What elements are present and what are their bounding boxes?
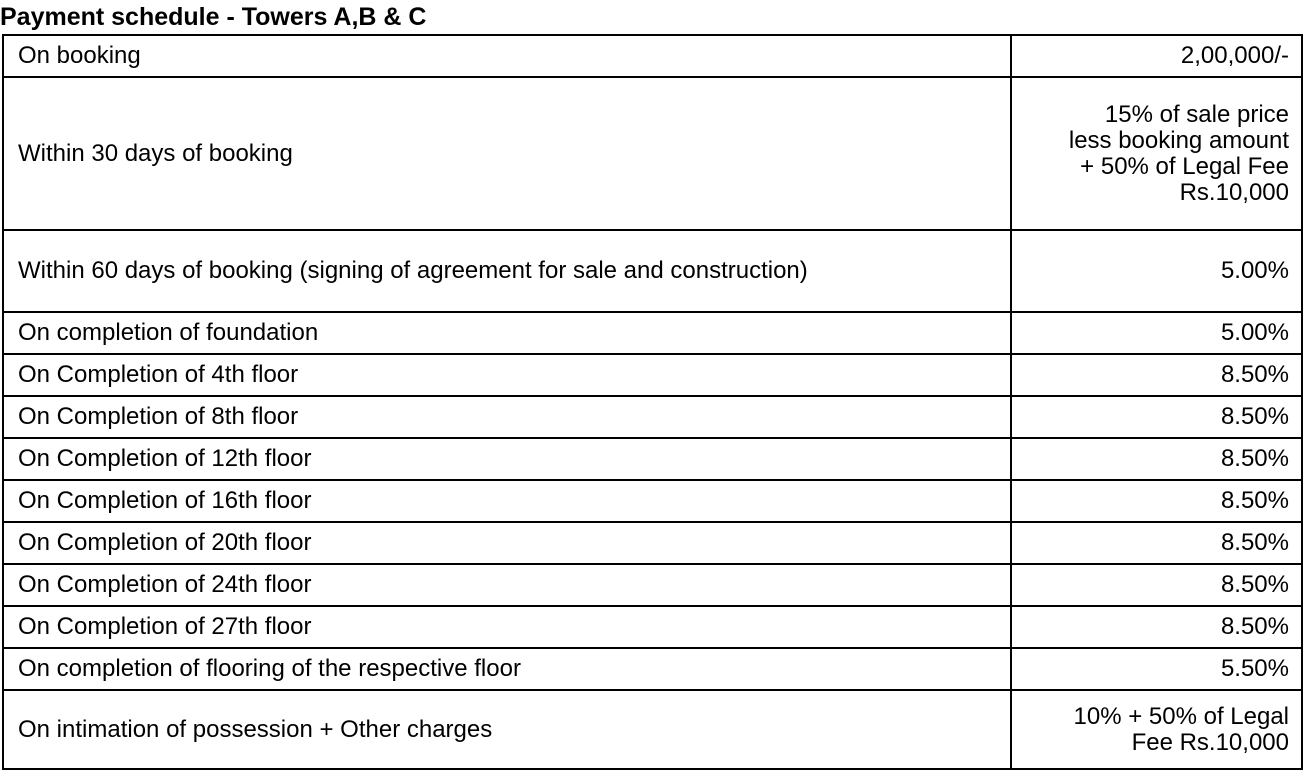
payment-amount — [1011, 648, 1302, 690]
table-row — [3, 480, 1302, 522]
milestone-description: On Completion of 20th floor — [3, 522, 1011, 564]
amount-line: + 50% of Legal Fee — [1080, 152, 1289, 180]
amount-line: 8.50% — [1220, 361, 1289, 388]
table-row — [3, 606, 1302, 648]
payment-schedule-table — [2, 34, 1303, 770]
table-row — [3, 230, 1302, 312]
milestone-description: On Completion of 8th floor — [3, 396, 1011, 438]
amount-line: Rs.10,000 — [1179, 178, 1289, 206]
milestone-description: On Completion of 27th floor — [3, 606, 1011, 648]
payment-amount — [1011, 480, 1302, 522]
amount-line: 8.50% — [1220, 529, 1289, 556]
page-title: Payment schedule - Towers A,B & C — [0, 3, 427, 31]
milestone-description: On intimation of possession + Other charges — [3, 690, 1011, 769]
amount-line: 5.00% — [1220, 319, 1289, 346]
amount-line: 2,00,000/- — [1180, 42, 1289, 69]
payment-amount — [1011, 438, 1302, 480]
milestone-description: On Completion of 24th floor — [3, 564, 1011, 606]
amount-line: 5.50% — [1220, 655, 1289, 682]
milestone-description: On booking — [3, 35, 1011, 77]
milestone-description: On Completion of 12th floor — [3, 438, 1011, 480]
table-row — [3, 690, 1302, 769]
table-row — [3, 438, 1302, 480]
amount-line: Fee Rs.10,000 — [1131, 728, 1289, 756]
payment-amount — [1011, 690, 1302, 769]
table-row — [3, 77, 1302, 230]
payment-amount — [1011, 354, 1302, 396]
amount-line: less booking amount — [1068, 126, 1289, 154]
milestone-description: On completion of flooring of the respective floor — [3, 648, 1011, 690]
amount-line: 8.50% — [1220, 445, 1289, 472]
amount-line: 8.50% — [1220, 613, 1289, 640]
amount-line: 5.00% — [1220, 257, 1289, 284]
milestone-description: On completion of foundation — [3, 312, 1011, 354]
amount-line: 15% of sale price — [1104, 100, 1289, 128]
milestone-description: Within 60 days of booking (signing of agreement for sale and construction) — [3, 230, 1011, 312]
table-row — [3, 564, 1302, 606]
table-row — [3, 354, 1302, 396]
table-row — [3, 312, 1302, 354]
table-row — [3, 648, 1302, 690]
payment-amount — [1011, 77, 1302, 230]
table-row — [3, 522, 1302, 564]
amount-line: 10% + 50% of Legal — [1073, 702, 1289, 730]
payment-amount — [1011, 312, 1302, 354]
table-row — [3, 396, 1302, 438]
payment-amount — [1011, 396, 1302, 438]
milestone-description: On Completion of 4th floor — [3, 354, 1011, 396]
amount-line: 8.50% — [1220, 487, 1289, 514]
table-row — [3, 35, 1302, 77]
payment-amount — [1011, 35, 1302, 77]
milestone-description: On Completion of 16th floor — [3, 480, 1011, 522]
payment-amount — [1011, 564, 1302, 606]
amount-line: 8.50% — [1220, 403, 1289, 430]
amount-line: 8.50% — [1220, 571, 1289, 598]
milestone-description: Within 30 days of booking — [3, 77, 1011, 230]
payment-amount — [1011, 606, 1302, 648]
payment-amount — [1011, 522, 1302, 564]
payment-amount — [1011, 230, 1302, 312]
